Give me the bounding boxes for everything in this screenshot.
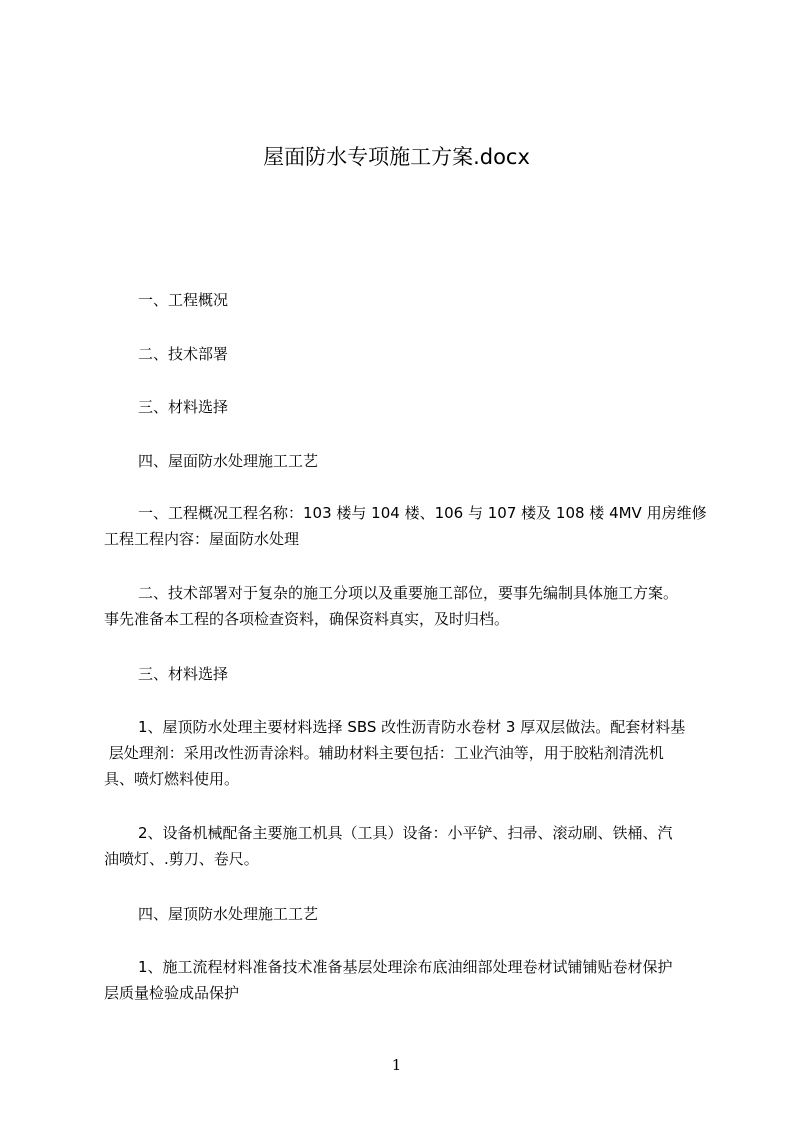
- document-title: 屋面防水专项施工方案.docx: [263, 145, 530, 169]
- toc-item-materials: 三、材料选择: [138, 398, 229, 416]
- paragraph-line: 工程工程内容：屋面防水处理: [104, 530, 300, 548]
- toc-item-overview: 一、工程概况: [138, 291, 229, 309]
- paragraph-line: 具、喷灯燃料使用。: [104, 770, 240, 788]
- paragraph-materials-item-2: [104, 820, 716, 872]
- toc-item-process: 四、屋面防水处理施工工艺: [138, 452, 319, 470]
- paragraph-line: 层质量检验成品保护: [104, 984, 240, 1002]
- paragraph-line: 油喷灯、.剪刀、卷尺。: [104, 850, 259, 868]
- page-number: 1: [391, 1056, 402, 1074]
- section-heading-process: 四、屋顶防水处理施工工艺: [138, 905, 319, 923]
- section-heading-materials: 三、材料选择: [138, 665, 229, 683]
- toc-item-deployment: 二、技术部署: [138, 345, 229, 363]
- paragraph-line: 二、技术部署对于复杂的施工分项以及重要施工部位，要事先编制具体施工方案。: [138, 584, 679, 602]
- paragraph-overview: [104, 500, 716, 552]
- paragraph-line: 2、设备机械配备主要施工机具（工具）设备：小平铲、扫帚、滚动刷、铁桶、汽: [138, 824, 673, 842]
- paragraph-materials-item-1: [104, 714, 716, 792]
- paragraph-line: 1、施工流程材料准备技术准备基层处理涂布底油细部处理卷材试铺铺贴卷材保护: [138, 958, 673, 976]
- paragraph-line: 一、工程概况工程名称：103 楼与 104 楼、106 与 107 楼及 108 楼 4MV 用房维修: [138, 504, 707, 522]
- paragraph-deployment: [104, 580, 716, 632]
- paragraph-process-item-1: [104, 954, 716, 1006]
- paragraph-line: 层处理剂：采用改性沥青涂料。辅助材料主要包括：工业汽油等，用于胶粘剂清洗机: [104, 744, 664, 762]
- paragraph-line: 事先准备本工程的各项检查资料，确保资料真实，及时归档。: [104, 610, 510, 628]
- paragraph-line: 1、屋顶防水处理主要材料选择 SBS 改性沥青防水卷材 3 厚双层做法。配套材料基: [138, 718, 686, 736]
